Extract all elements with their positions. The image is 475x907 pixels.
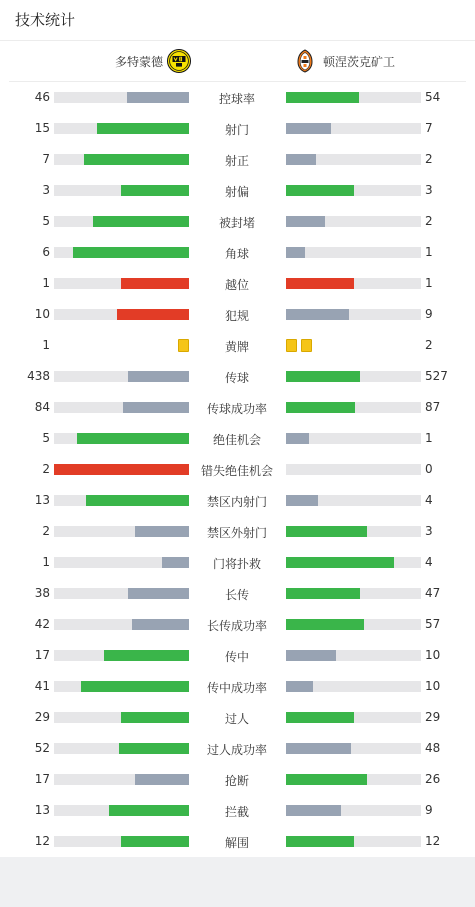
away-bar-track <box>286 247 421 258</box>
stat-label: 角球 <box>224 247 249 261</box>
home-bar-track <box>54 805 189 816</box>
away-team-name: 顿涅茨克矿工 <box>323 54 396 69</box>
away-bar-track <box>286 402 421 413</box>
away-bar-fill <box>286 681 313 692</box>
away-value: 57 <box>425 617 441 631</box>
page-title: 技术统计 <box>0 0 475 41</box>
home-value: 7 <box>42 152 50 166</box>
yellow-card-icon <box>178 339 189 352</box>
away-value: 4 <box>425 493 433 507</box>
stat-row <box>0 454 475 485</box>
stat-label: 越位 <box>224 278 249 292</box>
stat-row <box>0 113 475 144</box>
away-bar-track <box>286 712 421 723</box>
home-bar-track <box>54 464 189 475</box>
home-bar-track <box>54 526 189 537</box>
home-bar-fill <box>54 464 189 475</box>
stat-row <box>0 206 475 237</box>
stat-row <box>0 268 475 299</box>
stat-label: 抢断 <box>224 774 249 788</box>
home-bar-track <box>54 557 189 568</box>
home-value: 2 <box>42 524 50 538</box>
away-bar-fill <box>286 92 359 103</box>
away-bar-track <box>286 216 421 227</box>
stat-row <box>0 144 475 175</box>
stat-row <box>0 516 475 547</box>
away-bar-fill <box>286 712 354 723</box>
stat-label: 拦截 <box>224 805 249 819</box>
away-bar-fill <box>286 433 309 444</box>
away-value: 2 <box>425 214 433 228</box>
home-value: 6 <box>42 245 50 259</box>
away-bar-fill <box>286 216 325 227</box>
away-bar-track <box>286 805 421 816</box>
stat-row <box>0 547 475 578</box>
home-bar-track <box>54 588 189 599</box>
home-bar-fill <box>121 185 189 196</box>
away-bar-track <box>286 557 421 568</box>
stat-label: 犯规 <box>224 309 249 323</box>
home-bar-fill <box>121 712 189 723</box>
home-bar-track <box>54 371 189 382</box>
away-bar-track <box>286 464 421 475</box>
home-value: 438 <box>27 369 50 383</box>
away-value: 54 <box>425 90 441 104</box>
away-bar-track <box>286 92 421 103</box>
away-bar-fill <box>286 743 351 754</box>
away-bar-track <box>286 495 421 506</box>
home-value: 5 <box>42 214 50 228</box>
home-bar-track <box>54 123 189 134</box>
stat-label: 传中 <box>224 650 249 664</box>
away-bar-track <box>286 526 421 537</box>
stat-label: 传球 <box>224 371 249 385</box>
home-bar-track <box>54 433 189 444</box>
away-value: 26 <box>425 772 441 786</box>
stat-label: 禁区外射门 <box>206 526 267 540</box>
teams-header <box>9 41 466 82</box>
home-bar-fill <box>117 309 189 320</box>
away-bar-fill <box>286 402 355 413</box>
stat-row <box>0 392 475 423</box>
stat-label: 射正 <box>224 154 249 168</box>
home-value: 13 <box>34 803 50 817</box>
away-bar-track <box>286 123 421 134</box>
away-bar-fill <box>286 526 367 537</box>
home-bar-track <box>54 681 189 692</box>
stat-row <box>0 609 475 640</box>
away-bar-track <box>286 433 421 444</box>
stat-label: 被封堵 <box>218 216 255 230</box>
stat-row <box>0 671 475 702</box>
away-value: 527 <box>425 369 448 383</box>
stat-label: 过人成功率 <box>206 743 267 757</box>
home-value: 13 <box>34 493 50 507</box>
away-bar-track <box>286 743 421 754</box>
away-bar-fill <box>286 371 360 382</box>
stat-row <box>0 299 475 330</box>
home-value: 10 <box>34 307 50 321</box>
home-bar-fill <box>77 433 189 444</box>
away-value: 47 <box>425 586 441 600</box>
stat-row <box>0 795 475 826</box>
home-bar-track <box>54 185 189 196</box>
home-value: 1 <box>42 555 50 569</box>
stat-label: 长传 <box>224 588 249 602</box>
stat-row <box>0 733 475 764</box>
stat-row <box>0 764 475 795</box>
home-value: 17 <box>34 648 50 662</box>
home-bar-fill <box>109 805 189 816</box>
away-bar-track <box>286 836 421 847</box>
home-bar-fill <box>121 278 189 289</box>
stat-label: 绝佳机会 <box>212 433 261 447</box>
home-value: 1 <box>42 276 50 290</box>
away-bar-track <box>286 681 421 692</box>
home-bar-fill <box>135 774 189 785</box>
home-bar-track <box>54 216 189 227</box>
home-value: 41 <box>34 679 50 693</box>
home-bar-fill <box>135 526 189 537</box>
stat-label: 控球率 <box>218 92 255 106</box>
away-value: 1 <box>425 245 433 259</box>
home-value: 84 <box>34 400 50 414</box>
home-bar-fill <box>121 836 189 847</box>
away-value: 4 <box>425 555 433 569</box>
home-bar-fill <box>123 402 189 413</box>
away-bar-fill <box>286 278 354 289</box>
home-bar-fill <box>127 92 189 103</box>
stat-label: 传中成功率 <box>206 681 267 695</box>
home-value: 17 <box>34 772 50 786</box>
away-bar-fill <box>286 247 305 258</box>
stat-row <box>0 361 475 392</box>
away-bar-track <box>286 278 421 289</box>
home-value: 52 <box>34 741 50 755</box>
home-team-name: 多特蒙德 <box>114 54 163 69</box>
home-value: 42 <box>34 617 50 631</box>
stat-label: 传球成功率 <box>206 402 267 416</box>
away-bar-fill <box>286 154 316 165</box>
stat-row <box>0 330 475 361</box>
stat-row <box>0 237 475 268</box>
home-value: 5 <box>42 431 50 445</box>
away-team[interactable] <box>293 49 395 73</box>
stat-row <box>0 82 475 113</box>
home-bar-fill <box>162 557 189 568</box>
home-bar-fill <box>97 123 189 134</box>
home-value: 38 <box>34 586 50 600</box>
home-bar-track <box>54 743 189 754</box>
away-value: 7 <box>425 121 433 135</box>
stat-label: 禁区内射门 <box>206 495 267 509</box>
away-value: 0 <box>425 462 433 476</box>
away-bar-fill <box>286 588 360 599</box>
away-value: 9 <box>425 307 433 321</box>
away-bar-fill <box>286 309 349 320</box>
away-bar-fill <box>286 123 331 134</box>
away-bar-fill <box>286 774 367 785</box>
away-bar-track <box>286 619 421 630</box>
home-value: 3 <box>42 183 50 197</box>
home-bar-track <box>54 402 189 413</box>
stat-label: 过人 <box>224 712 249 726</box>
away-value: 48 <box>425 741 441 755</box>
away-bar-track <box>286 650 421 661</box>
home-team[interactable] <box>115 49 191 73</box>
away-value: 10 <box>425 648 441 662</box>
away-value: 87 <box>425 400 441 414</box>
home-bar-track <box>54 495 189 506</box>
away-bar-track <box>286 774 421 785</box>
home-bar-fill <box>84 154 189 165</box>
home-bar-track <box>54 278 189 289</box>
yellow-card-icon <box>286 339 297 352</box>
away-bar-fill <box>286 650 336 661</box>
away-bar-fill <box>286 185 354 196</box>
away-value: 1 <box>425 431 433 445</box>
home-value: 1 <box>42 338 50 352</box>
home-bar-track <box>54 309 189 320</box>
stat-label: 射偏 <box>224 185 249 199</box>
home-value: 2 <box>42 462 50 476</box>
home-bar-track <box>54 650 189 661</box>
away-value: 29 <box>425 710 441 724</box>
home-bar-track <box>54 619 189 630</box>
home-value: 46 <box>34 90 50 104</box>
stat-row <box>0 175 475 206</box>
away-value: 10 <box>425 679 441 693</box>
home-bar-track <box>54 712 189 723</box>
home-value: 12 <box>34 834 50 848</box>
home-bar-fill <box>86 495 189 506</box>
home-bar-track <box>54 774 189 785</box>
stat-row <box>0 423 475 454</box>
home-bar-fill <box>119 743 189 754</box>
stat-label: 射门 <box>224 123 249 137</box>
home-bar-fill <box>128 371 189 382</box>
away-bar-track <box>286 588 421 599</box>
shakhtar-logo-icon <box>293 49 317 73</box>
away-value: 3 <box>425 524 433 538</box>
home-bar-track <box>54 247 189 258</box>
away-bar-fill <box>286 495 318 506</box>
stat-label: 黄牌 <box>224 340 249 354</box>
home-value: 29 <box>34 710 50 724</box>
stat-row <box>0 578 475 609</box>
stat-row <box>0 640 475 671</box>
away-bar-track <box>286 309 421 320</box>
home-bar-track <box>54 92 189 103</box>
stat-row <box>0 702 475 733</box>
stat-label: 解围 <box>224 836 249 850</box>
away-bar-fill <box>286 619 364 630</box>
stat-row <box>0 485 475 516</box>
bvb-logo-icon <box>167 49 191 73</box>
stat-row <box>0 826 475 857</box>
home-bar-fill <box>73 247 189 258</box>
home-bar-fill <box>93 216 189 227</box>
home-bar-fill <box>132 619 189 630</box>
away-value: 2 <box>425 338 433 352</box>
home-bar-fill <box>104 650 189 661</box>
away-value: 3 <box>425 183 433 197</box>
away-value: 12 <box>425 834 441 848</box>
stat-label: 门将扑救 <box>212 557 261 571</box>
away-value: 2 <box>425 152 433 166</box>
away-bar-track <box>286 371 421 382</box>
away-bar-fill <box>286 557 394 568</box>
away-bar-track <box>286 154 421 165</box>
home-bar-fill <box>81 681 189 692</box>
away-bar-fill <box>286 836 354 847</box>
stat-label: 错失绝佳机会 <box>200 464 273 478</box>
yellow-card-icon <box>301 339 312 352</box>
away-value: 1 <box>425 276 433 290</box>
home-bar-track <box>54 836 189 847</box>
away-value: 9 <box>425 803 433 817</box>
home-bar-track <box>54 154 189 165</box>
stat-label: 长传成功率 <box>206 619 267 633</box>
away-bar-track <box>286 185 421 196</box>
away-bar-fill <box>286 805 341 816</box>
home-value: 15 <box>34 121 50 135</box>
home-bar-fill <box>128 588 189 599</box>
